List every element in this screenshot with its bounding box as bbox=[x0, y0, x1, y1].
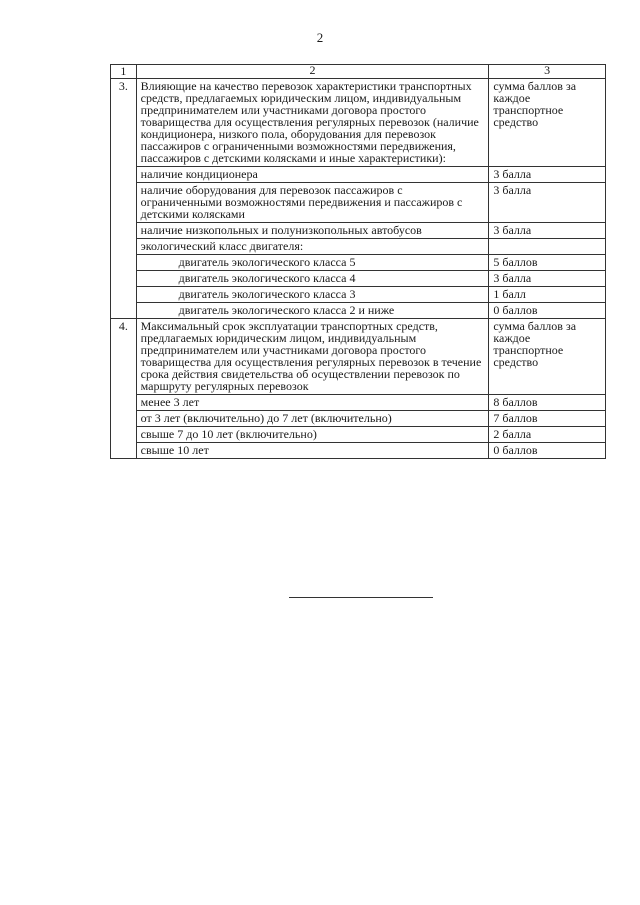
end-separator-line bbox=[289, 597, 433, 598]
table-row bbox=[111, 443, 606, 459]
item-score: 3 балла bbox=[489, 167, 606, 183]
item-score: 1 балл bbox=[489, 287, 606, 303]
item-score: 3 балла bbox=[489, 223, 606, 239]
page-number: 2 bbox=[316, 30, 324, 45]
item-score: 0 баллов bbox=[489, 303, 606, 319]
item-label: наличие кондиционера bbox=[136, 167, 489, 183]
table-row bbox=[111, 255, 606, 271]
header-col-2: 2 bbox=[136, 65, 489, 79]
item-label: двигатель экологического класса 2 и ниже bbox=[136, 303, 489, 319]
table-row bbox=[111, 427, 606, 443]
eco-class-label: экологический класс двигателя: bbox=[136, 239, 489, 255]
table-row bbox=[111, 223, 606, 239]
item-score: 2 балла bbox=[489, 427, 606, 443]
row-number: 4. bbox=[111, 319, 137, 395]
row-number: 3. bbox=[111, 79, 137, 167]
criteria-table bbox=[110, 64, 606, 459]
table-row bbox=[111, 395, 606, 411]
item-label: наличие оборудования для перевозок пассажиров с ограниченными возможностями передвижения и пассажиров с детскими колясками bbox=[136, 183, 489, 223]
item-label: свыше 10 лет bbox=[136, 443, 489, 459]
header-col-3: 3 bbox=[489, 65, 606, 79]
table-row bbox=[111, 79, 606, 167]
table-row bbox=[111, 239, 606, 255]
criterion-score: сумма баллов за каждое транспортное средство bbox=[489, 79, 606, 167]
criterion-score: сумма баллов за каждое транспортное средство bbox=[489, 319, 606, 395]
criterion-title: Влияющие на качество перевозок характеристики транспортных средств, предлагаемых юридическим лицом, индивидуальным предпринимателем или участниками договора простого товарищества для осуществления регулярных перевозок (наличие кондиционера, низкого пола, оборудования для перевозок пассажиров с ограниченными возможностями передвижения, пассажиров с детскими колясками и иные характеристики): bbox=[136, 79, 489, 167]
table-header-row bbox=[111, 65, 606, 79]
item-label: свыше 7 до 10 лет (включительно) bbox=[136, 427, 489, 443]
header-col-1: 1 bbox=[111, 65, 137, 79]
item-score: 3 балла bbox=[489, 271, 606, 287]
table-row bbox=[111, 287, 606, 303]
item-label: двигатель экологического класса 3 bbox=[136, 287, 489, 303]
table-row bbox=[111, 411, 606, 427]
item-score: 7 баллов bbox=[489, 411, 606, 427]
item-score: 0 баллов bbox=[489, 443, 606, 459]
item-label: от 3 лет (включительно) до 7 лет (включительно) bbox=[136, 411, 489, 427]
table-row bbox=[111, 167, 606, 183]
item-label: наличие низкопольных и полунизкопольных автобусов bbox=[136, 223, 489, 239]
table-row bbox=[111, 183, 606, 223]
item-score: 5 баллов bbox=[489, 255, 606, 271]
item-label: двигатель экологического класса 5 bbox=[136, 255, 489, 271]
item-label: менее 3 лет bbox=[136, 395, 489, 411]
table-row bbox=[111, 271, 606, 287]
item-score: 3 балла bbox=[489, 183, 606, 223]
criterion-title: Максимальный срок эксплуатации транспортных средств, предлагаемых юридическим лицом, индивидуальным предпринимателем или участниками договора простого товарищества для осуществления регулярных перевозок в течение срока действия свидетельства об осуществлении перевозок по маршруту регулярных перевозок bbox=[136, 319, 489, 395]
table-row bbox=[111, 319, 606, 395]
item-label: двигатель экологического класса 4 bbox=[136, 271, 489, 287]
table-row bbox=[111, 303, 606, 319]
item-score: 8 баллов bbox=[489, 395, 606, 411]
